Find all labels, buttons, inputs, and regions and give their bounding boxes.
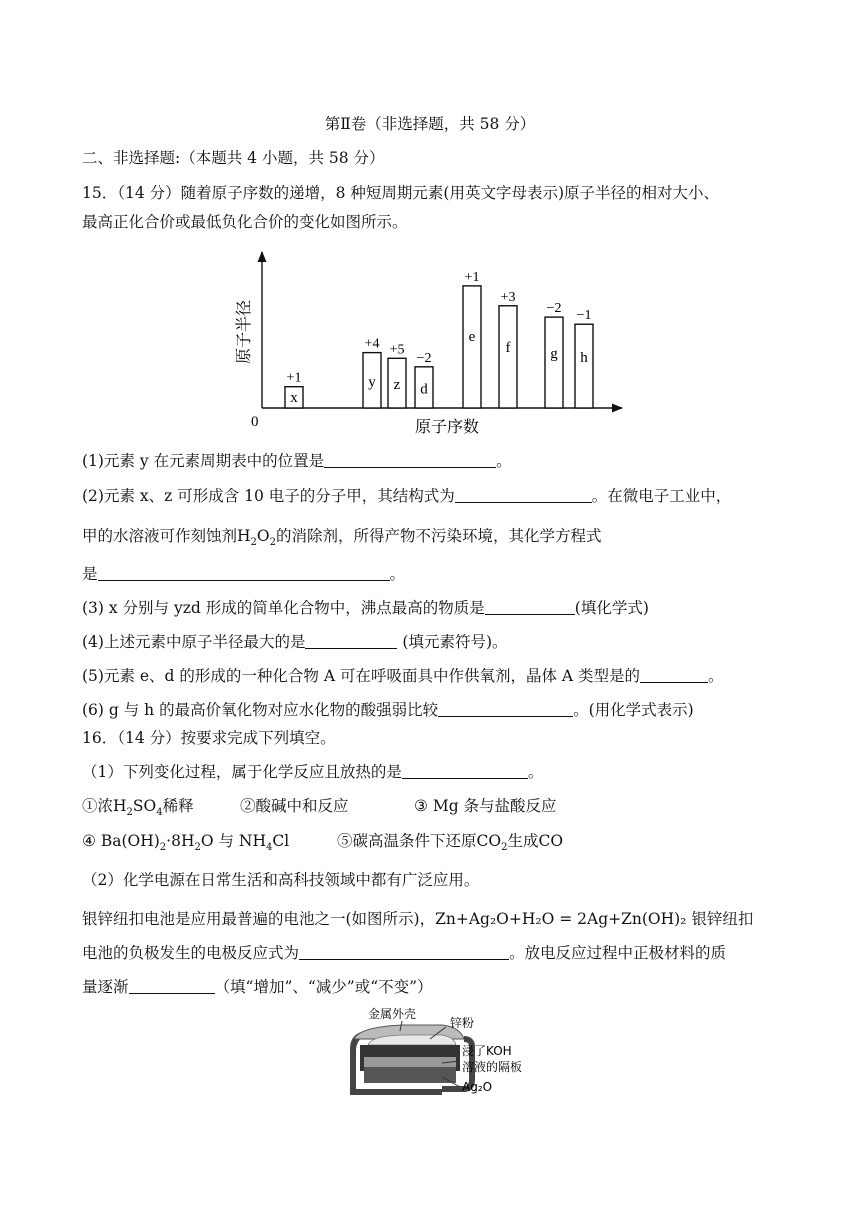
label-separator-2: 溶液的隔板	[462, 1060, 523, 1074]
q15-part2c: 是 。	[82, 565, 406, 583]
q15-part4: (4)上述元素中原子半径最大的是 (填元素符号)。	[82, 633, 508, 651]
valence-label-z: +5	[389, 342, 405, 358]
label-metal-shell: 金属外壳	[368, 1007, 417, 1021]
answer-blank-6[interactable]	[640, 666, 708, 683]
bar-label-f: f	[505, 339, 511, 356]
q15-part3: (3) x 分别与 yzd 形成的简单化合物中，沸点最高的物质是 (填化学式)	[82, 599, 649, 617]
bar-label-z: z	[393, 377, 401, 394]
bar-h	[575, 324, 593, 408]
answer-blank-10[interactable]	[129, 977, 215, 994]
answer-blank-5[interactable]	[305, 632, 397, 649]
bar-f	[499, 306, 517, 408]
bar-label-y: y	[368, 374, 376, 391]
q15-part5: (5)元素 e、d 的形成的一种化合物 A 可在呼吸面具中作供氧剂，晶体 A 类型是的 。	[82, 667, 724, 685]
bar-label-g: g	[550, 346, 558, 363]
answer-blank-7[interactable]	[438, 700, 573, 717]
option-4: ④ $Ba(OH)_2\cdot 8H_2O$ 与 $NH_4Cl$	[82, 832, 290, 854]
label-ag2o: Ag₂O	[462, 1080, 493, 1094]
valence-label-g: −2	[546, 301, 562, 317]
q15-stem-line1: 15．（14 分）随着原子序数的递增，8 种短周期元素(用英文字母表示)原子半径的相对大小、	[82, 184, 720, 202]
button-battery-diagram	[342, 1005, 542, 1103]
origin-label: 0	[251, 414, 259, 430]
answer-blank-3[interactable]	[98, 564, 390, 581]
valence-label-h: −1	[576, 308, 592, 324]
answer-blank-8[interactable]	[402, 762, 528, 779]
section-heading: 二、非选择题:（本题共 4 小题，共 58 分）	[82, 149, 385, 167]
label-zinc-powder: 锌粉	[450, 1016, 475, 1030]
ag2o-layer	[364, 1067, 456, 1083]
answer-blank-1[interactable]	[324, 451, 496, 468]
y-axis-label: 原子半径	[234, 299, 253, 365]
valence-label-d: −2	[416, 350, 432, 366]
q16-part2-line3: 电池的负极发生的电极反应式为 。放电反应过程中正极材料的质	[82, 944, 727, 962]
q16-part2-line4: 量逐渐 （填“增加”、“减少”或“不变”）	[82, 978, 433, 996]
q15-part1: (1)元素 y 在元素周期表中的位置是 。	[82, 452, 512, 470]
answer-blank-9[interactable]	[299, 943, 509, 960]
atomic-radius-chart	[225, 240, 635, 440]
q16-options-row1	[82, 796, 557, 823]
answer-blank-4[interactable]	[485, 598, 575, 615]
option-2: ②酸碱中和反应	[240, 797, 349, 815]
bar-g	[545, 317, 563, 408]
q15-stem-line2: 最高正化合价或最低负化合价的变化如图所示。	[82, 213, 408, 231]
q16-part1: （1）下列变化过程，属于化学反应且放热的是 。	[82, 763, 544, 781]
x-axis-label: 原子序数	[415, 417, 480, 436]
option-5: ⑤碳高温条件下还原$CO_2$生成CO	[337, 832, 564, 854]
bar-label-d: d	[420, 381, 428, 398]
valence-label-e: +1	[464, 269, 480, 285]
paper-title: 第Ⅱ卷（非选择题，共 58 分）	[324, 115, 536, 133]
q15-part2b: 甲的水溶液可作刻蚀剂$H_2O_2$的消除剂，所得产物不污染环境，其化学方程式	[82, 527, 602, 549]
valence-label-y: +4	[364, 336, 380, 352]
option-3: ③ Mg 条与盐酸反应	[414, 797, 557, 815]
q16-part2: （2）化学电源在日常生活和高科技领域中都有广泛应用。	[82, 871, 480, 889]
bar-label-h: h	[580, 349, 588, 366]
q15-part6: (6) g 与 h 的最高价氧化物对应水化物的酸强弱比较 。(用化学式表示)	[82, 701, 694, 719]
bar-e	[463, 286, 481, 408]
q16-stem: 16．（14 分）按要求完成下列填空。	[82, 729, 336, 747]
option-1: ①浓$H_2SO_4$稀释	[82, 797, 194, 819]
bar-label-e: e	[468, 328, 476, 345]
label-separator-1: 浸了KOH	[462, 1044, 512, 1058]
valence-label-x: +1	[286, 370, 302, 386]
separator-layer	[364, 1057, 456, 1067]
q15-part2a: (2)元素 x、z 可形成含 10 电子的分子甲，其结构式为 。在微电子工业中，	[82, 487, 732, 505]
answer-blank-2[interactable]	[455, 486, 592, 503]
q16-part2-line2: 银锌纽扣电池是应用最普遍的电池之一(如图所示)，Zn+Ag₂O+H₂O = 2Ag+Zn(OH)₂ 银锌纽扣	[82, 910, 754, 928]
q16-options-row2	[82, 831, 564, 858]
valence-label-f: +3	[500, 289, 516, 305]
bar-label-x: x	[290, 390, 298, 406]
